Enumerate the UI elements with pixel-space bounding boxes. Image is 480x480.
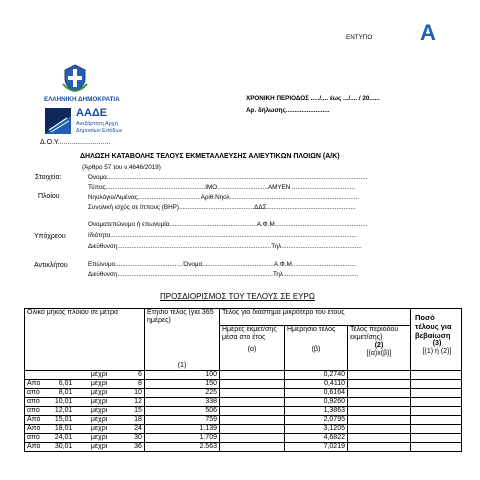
row-from-word: από	[25, 406, 48, 415]
row-to-value: 15	[124, 406, 144, 415]
row-daily-fee: 2,0795	[285, 415, 348, 424]
row-annual-fee: 2.563	[145, 442, 220, 451]
col-length-header: Ολικό μήκος πλοίου σε μέτρα	[25, 309, 145, 326]
row-to-word: μέχρι	[74, 397, 123, 406]
vessel-type-line: Τύπος.........................................................ΙΜΟ.............................ΑΜΥΕΝ ....................................	[88, 184, 356, 191]
page-title: ΔΗΛΩΣΗ ΚΑΤΑΒΟΛΗΣ ΤΕΛΟΥΣ ΕΚΜΕΤΑΛΛΕΥΣΗΣ ΑΛΙΕΥΤΙΚΩΝ ΠΛΟΙΩΝ (Α/Κ)	[80, 153, 340, 160]
row-annual-fee: 225	[145, 388, 220, 397]
row-from-value: 6,01	[47, 379, 74, 388]
vessel-label-1: Στοιχεία:	[35, 174, 62, 181]
row-daily-fee: 0,9260	[285, 397, 348, 406]
table-row	[25, 370, 462, 379]
row-to-value: 6	[124, 370, 144, 379]
section-title: ΠΡΟΣΔΙΟΡΙΣΜΟΣ ΤΟΥ ΤΕΛΟΥΣ ΣΕ ΕΥΡΩ	[160, 292, 315, 301]
row-from-value: 12,01	[47, 406, 74, 415]
row-from-word	[25, 370, 48, 379]
row-to-value: 30	[124, 433, 144, 442]
row-from-value: 10,01	[47, 397, 74, 406]
row-annual-fee: 100	[145, 370, 220, 379]
form-letter: Α	[420, 20, 436, 45]
row-from-value: 24,01	[47, 433, 74, 442]
row-from-value: 18,01	[47, 424, 74, 433]
counterparty-surname-line: Επώνυμο.......................................Όνομα.........................................Α.Φ.Μ.....................................	[88, 261, 357, 268]
row-to-value: 36	[124, 442, 144, 451]
counterparty-label: Αντικλήτου	[34, 262, 68, 269]
row-annual-fee: 1.139	[145, 424, 220, 433]
row-daily-fee: 4,6822	[285, 433, 348, 442]
col-daily-num: (β)	[311, 345, 321, 353]
obligor-address-line: Διεύθυνση........................................................................................Τηλ..............................................	[88, 243, 362, 250]
vessel-register-line: Νηολόγιο/Λιμένας....................................Αριθ.Νηολ..........................................................................	[88, 194, 360, 201]
page-subtitle: (Άρθρο 57 του ν.4646/2019)	[82, 164, 161, 171]
col-annual-header: Ετήσιο τέλος (για 365 ημέρες)	[145, 309, 220, 326]
row-from-word: Από	[25, 442, 48, 451]
row-daily-fee: 0,4110	[285, 379, 348, 388]
row-daily-fee: 3,1205	[285, 424, 348, 433]
row-from-value: 8,01	[47, 388, 74, 397]
vessel-label-2: Πλοίου	[38, 193, 60, 200]
row-from-word: Από	[25, 424, 48, 433]
row-annual-fee: 338	[145, 397, 220, 406]
col-days-num: (α)	[247, 345, 257, 353]
row-annual-fee: 1.709	[145, 433, 220, 442]
greek-republic-label: ΕΛΛΗΝΙΚΗ ΔΗΜΟΚΡΑΤΙΑ	[44, 96, 120, 103]
fee-table	[24, 308, 462, 452]
table-row	[25, 415, 462, 424]
row-from-value: 15,01	[47, 415, 74, 424]
row-annual-fee: 506	[145, 406, 220, 415]
col-period-header: Τέλος περιόδου εκμετ/σης)	[350, 325, 399, 341]
row-from-word: από	[25, 397, 48, 406]
col-period-num: (2)	[374, 341, 384, 349]
col-short-period-header: Τέλος για διάστημα μικρότερο του έτους	[220, 309, 411, 326]
col-period-formula: [(α)x(β)]	[366, 349, 392, 357]
col-amount-formula: [(1) ή (2)]	[422, 348, 452, 355]
row-from-word: από	[25, 433, 48, 442]
col-days-header: Ημέρες εκμετ/σης μέσα στο έτος	[222, 325, 277, 341]
table-row	[25, 379, 462, 388]
row-to-word: μέχρι	[74, 424, 123, 433]
row-daily-fee: 0,2740	[285, 370, 348, 379]
row-from-word: από	[25, 388, 48, 397]
row-to-value: 24	[124, 424, 144, 433]
coat-of-arms-icon	[62, 64, 88, 97]
row-annual-fee: 759	[145, 415, 220, 424]
row-to-word: μέχρι	[74, 370, 123, 379]
form-label: ΕΝΤΥΠΟ	[346, 34, 373, 41]
row-annual-fee: 150	[145, 379, 220, 388]
row-daily-fee: 0,6164	[285, 388, 348, 397]
vessel-power-line: Συνολική ισχύς σε ίππους (BHP)...........................................ΔΔΣ...................................................	[88, 204, 356, 211]
row-to-word: μέχρι	[74, 388, 123, 397]
row-from-word: Από	[25, 415, 48, 424]
obligor-label: Υπόχρεου	[34, 233, 66, 240]
vessel-name-line: Όνομα.....................................................................................................................................................	[88, 174, 368, 181]
table-row	[25, 433, 462, 442]
aade-subtitle-1: Ανεξάρτητη Αρχή	[76, 121, 118, 127]
table-row	[25, 424, 462, 433]
counterparty-address-line: Διεύθυνση.........................................................................................Τηλ...........................................	[88, 271, 359, 278]
col-amount-header: Ποσό τέλους για βεβαίωση	[415, 313, 452, 340]
col-daily-header: Ημερήσιο τέλος	[287, 325, 336, 333]
row-to-word: μέχρι	[74, 415, 123, 424]
table-row	[25, 397, 462, 406]
table-row	[25, 388, 462, 397]
period-line: ΧΡΟΝΙΚΗ ΠΕΡΙΟΔΟΣ ...../.... έως .../.... / 20......	[246, 95, 380, 102]
row-to-value: 10	[124, 388, 144, 397]
declaration-number: Αρ. δήλωσης.........................	[246, 107, 330, 114]
aade-name: ΑΑΔΕ	[76, 107, 108, 119]
table-row	[25, 442, 462, 451]
obligor-capacity-line: Ιδιότητα.............................................................................................................................................	[88, 232, 357, 239]
obligor-name-line: Ονοματεπώνυμο ή επωνυμία..................................................Α.Φ.Μ.....................................................	[88, 221, 368, 228]
doy-line: Δ.Ο.Υ...........................	[40, 139, 111, 146]
col-amount-num: (3)	[432, 340, 442, 347]
row-to-value: 18	[124, 415, 144, 424]
row-from-value	[47, 370, 74, 379]
row-to-word: μέχρι	[74, 442, 123, 451]
table-row	[25, 406, 462, 415]
row-to-word: μέχρι	[74, 433, 123, 442]
row-daily-fee: 1,3863	[285, 406, 348, 415]
col-annual-num: (1)	[145, 325, 220, 370]
row-from-value: 30,01	[47, 442, 74, 451]
aade-subtitle-2: Δημοσίων Εσόδων	[76, 128, 123, 134]
row-from-word: Από	[25, 379, 48, 388]
aade-logo-icon	[45, 108, 71, 139]
row-to-value: 12	[124, 397, 144, 406]
row-to-value: 8	[124, 379, 144, 388]
row-to-word: μέχρι	[74, 406, 123, 415]
row-to-word: μέχρι	[74, 379, 123, 388]
row-daily-fee: 7,0219	[285, 442, 348, 451]
